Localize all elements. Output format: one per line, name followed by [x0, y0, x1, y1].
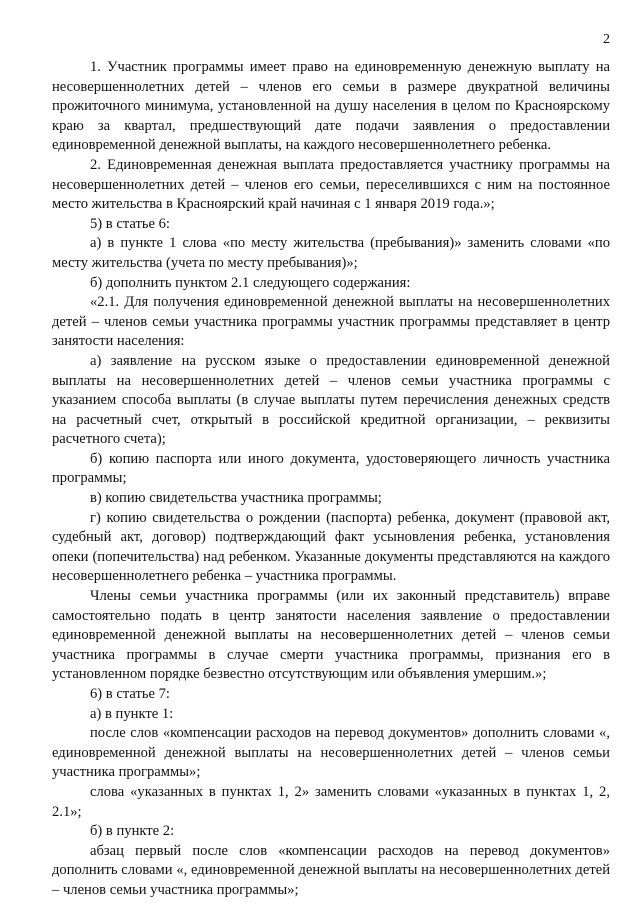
paragraph-11: Члены семьи участника программы (или их законный представитель) вправе самостоятельно подать в центр занятости населения заявление о предоставлении единовременной денежной выплаты на несовершеннолетних детей – членов семьи участника программы в случае смерти участника программы, признания его в установленном порядке безвестно отсутствующим или объявления умершим.»;	[52, 588, 610, 683]
paragraph-13: а) в пункте 1:	[90, 705, 174, 722]
paragraph-17: абзац первый после слов «компенсации расходов на перевод документов» дополнить словами «, единовременной денежной выплаты на несовершеннолетних детей – членов семьи участника программы»;	[52, 842, 610, 898]
page-number: 2	[603, 32, 610, 47]
paragraph-5: б) дополнить пунктом 2.1 следующего содержания:	[90, 274, 411, 291]
paragraph-9: в) копию свидетельства участника программы;	[90, 490, 382, 507]
paragraph-10: г) копию свидетельства о рождении (паспорта) ребенка, документ (правовой акт, судебный акт, договор) подтверждающий факт усыновления ребенка, установления опеки (попечительства) над ребенком. Указанные документы представляются на каждого несовершеннолетнего ребенка – участника программы.	[52, 509, 610, 585]
paragraph-7: а) заявление на русском языке о предоставлении единовременной денежной выплаты на несовершеннолетних детей – членов семьи участника программы с указанием способа выплаты (в случае выплаты путем перечисления денежных средств на расчетный счет, открытый в российской кредитной организации, – реквизиты расчетного счета);	[52, 352, 610, 448]
paragraph-3: 5) в статье 6:	[90, 215, 170, 232]
paragraph-12: 6) в статье 7:	[90, 686, 170, 702]
paragraph-16: б) в пункте 2:	[90, 823, 175, 840]
paragraph-15: слова «указанных в пунктах 1, 2» заменить словами «указанных в пунктах 1, 2, 2.1»;	[52, 783, 610, 820]
document-body	[52, 58, 610, 901]
paragraph-4: а) в пункте 1 слова «по месту жительства (пребывания)» заменить словами «по месту жительства (учета по месту пребывания)»;	[52, 235, 610, 271]
paragraph-1: 1. Участник программы имеет право на единовременную денежную выплату на несовершеннолетних детей – членов его семьи в размере двукратной величины прожиточного минимума, установленной на душу населения в целом по Красноярскому краю за квартал, предшествующий дате подачи заявления о предоставлении единовременной денежной выплаты, на каждого несовершеннолетнего ребенка.	[52, 59, 610, 154]
paragraph-6: «2.1. Для получения единовременной денежной выплаты на несовершеннолетних детей – членов семьи участника программы участник программы представляет в центр занятости населения:	[52, 294, 610, 350]
paragraph-14: после слов «компенсации расходов на перевод документов» дополнить словами «, единовременной денежной выплаты на несовершеннолетних детей – членов семьи участника программы»;	[52, 725, 610, 781]
paragraph-8: б) копию паспорта или иного документа, удостоверяющего личность участника программы;	[52, 450, 610, 487]
paragraph-2: 2. Единовременная денежная выплата предоставляется участнику программы на несовершеннолетних детей – членов его семьи, переселившихся с ним на постоянное место жительства в Красноярский край начиная с 1 января 2019 года.»;	[52, 156, 610, 213]
